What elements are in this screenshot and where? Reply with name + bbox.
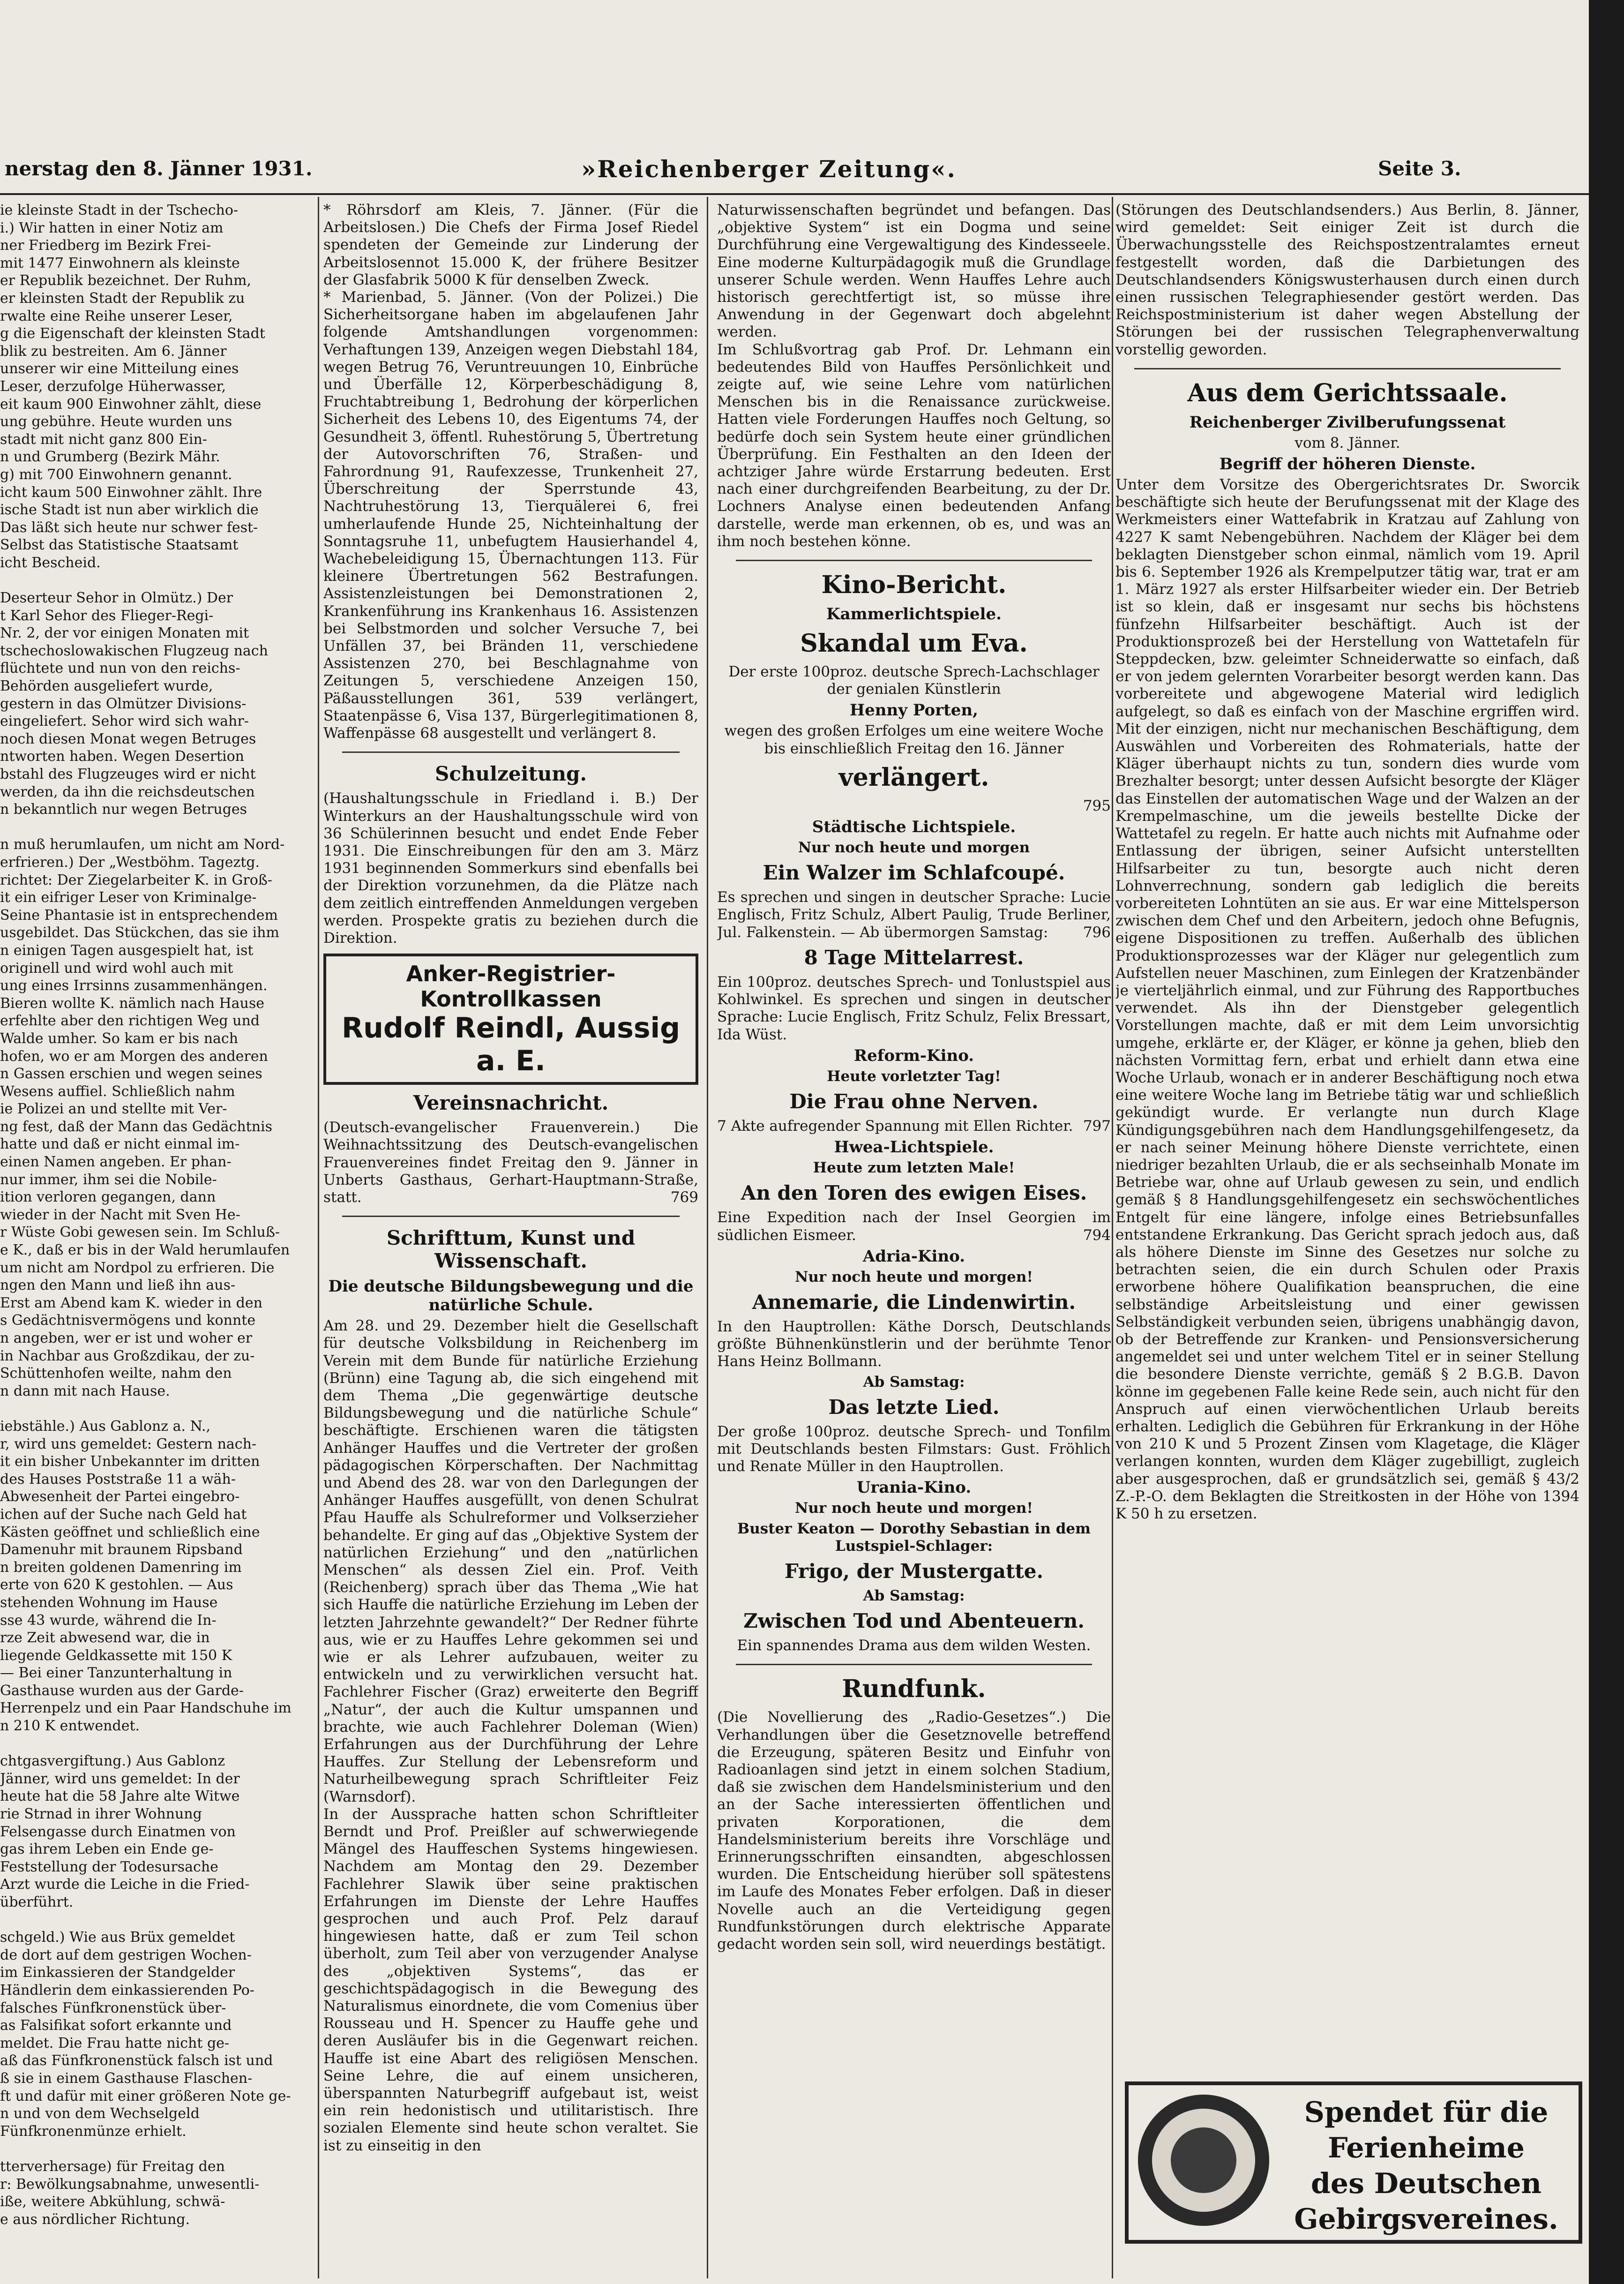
text-line: Wesens auffiel. Schließlich nahm xyxy=(0,1083,235,1100)
film-title: Frigo, der Mustergatte. xyxy=(784,1559,1044,1583)
film-desc: Buster Keaton — Dorothy Sebastian in dem Lustspiel-Schlager: xyxy=(737,1520,1091,1555)
section-heading-schulzeitung: Schulzeitung. xyxy=(435,762,587,786)
cinema-note: Ab Samstag: xyxy=(863,1587,965,1604)
text-line: tschechoslowakischen Flugzeug nach xyxy=(0,642,268,659)
film-desc: Ein 100proz. deutsches Sprech- und Tonlustspiel aus Kohlwinkel. Es sprechen und singen in deutscher Sprache: Lucie Englisch, Fritz Schulz, Felix Bressart, Ida Wüst. xyxy=(717,973,1111,1043)
text-line: nur immer, ihm sei die Nobile- xyxy=(0,1171,217,1188)
page-number: Seite 3. xyxy=(1378,157,1461,180)
seal-emblem xyxy=(1171,2127,1236,2193)
film-desc-text: Eine Expedition nach der Insel Georgien im südlichen Eismeer. xyxy=(717,1209,1111,1244)
text-line: gas ihrem Leben ein Ende ge- xyxy=(0,1841,214,1858)
text-line: meldet. Die Frau hatte nicht ge- xyxy=(0,2035,230,2051)
text-line: i.) Wir hatten in einer Notiz am xyxy=(0,219,224,236)
text-line: r Wüste Gobi gewesen sein. Im Schluß- xyxy=(0,1224,280,1241)
text-line: richtet: Der Ziegelarbeiter K. in Groß- xyxy=(0,872,272,888)
text-line: Arzt wurde die Leiche in die Fried- xyxy=(0,1876,250,1893)
ad-line-2: Ferienheime xyxy=(1328,2132,1525,2164)
text-line: des Hauses Poststraße 11 a wäh- xyxy=(0,1471,236,1488)
text-line: sse 43 wurde, während die In- xyxy=(0,1612,217,1629)
text-line: Behörden ausgeliefert wurde, xyxy=(0,678,213,695)
film-desc: Der erste 100proz. deutsche Sprech-Lachschlager der genialen Künstlerin xyxy=(728,663,1100,698)
text-line: einen Namen angeben. Er phan- xyxy=(0,1154,232,1171)
column-divider xyxy=(318,197,319,2278)
text-line: Jänner, wird uns gemeldet: In der xyxy=(0,1770,240,1787)
text-line: aß das Fünfkronenstück falsch ist und xyxy=(0,2052,273,2069)
text-line: Das läßt sich heute nur schwer fest- xyxy=(0,519,258,536)
text-line: Seine Phantasie ist in entsprechendem xyxy=(0,907,278,924)
text-line xyxy=(0,1400,313,1418)
text-line: r: Bewölkungsabnahme, unwesentli- xyxy=(0,2176,260,2193)
text-line: e aus nördlicher Richtung. xyxy=(0,2211,190,2228)
text-line: blik zu bestreiten. Am 6. Jänner xyxy=(0,343,227,360)
text-line: as Falsifikat sofort erkannte und xyxy=(0,2017,232,2034)
ad-number: 794 xyxy=(1083,1226,1111,1244)
article-haushaltungsschule: (Haushaltungsschule in Friedland i. B.) Der Winterkurs an der Haushaltungsschule wird von 36 Schülerinnen besucht und endet Ende Feber 1931. Die Einschreibungen für den am 3. März 1931 beginnenden Sommerkurs sind ebenfalls bei der Direktion vorzunehmen, da die Plätze nach dem zeitlich eintreffenden Anmeldungen vergeben werden. Prospekte gratis zu beziehen durch die Direktion. xyxy=(323,790,698,947)
article-title-bildung: Die deutsche Bildungsbewegung und die natürliche Schule. xyxy=(328,1277,694,1315)
text-line: g) mit 700 Einwohnern genannt. xyxy=(0,466,232,483)
text-line: ie kleinste Stadt in der Tschecho- xyxy=(0,202,239,218)
ad-number: 797 xyxy=(1083,1117,1111,1134)
text-line: icht Bescheid. xyxy=(0,554,101,571)
text-line: flüchtete und nun von den reichs- xyxy=(0,660,240,677)
text-line: ß sie in einem Gasthause Flaschen- xyxy=(0,2070,253,2087)
page-header xyxy=(0,152,1589,199)
section-heading-schrifttum: Schrifttum, Kunst und Wissenschaft. xyxy=(386,1226,636,1273)
text-line: falsches Fünfkronenstück über- xyxy=(0,1999,226,2016)
ad-text xyxy=(1283,2095,1569,2237)
cinema-note: Ab Samstag: xyxy=(863,1373,965,1390)
cinema-note: Heute vorletzter Tag! xyxy=(827,1067,1001,1085)
article-bildung-p4: Im Schlußvortrag gab Prof. Dr. Lehmann ein bedeutendes Bild von Hauffes Persönlichkeit und zeigte auf, wie seine Lehre vom natürlichen Menschen bis in die Renaissance zurückweise. Hatten viele Forderungen Hauffes noch Geltung, so bedürfe doch sein System heute einer gründlichen Überprüfung. Ein Festhalten an den Ideen der achtziger Jahre würde Erstarrung bedeuten. Erst nach einer durchgreifenden Bearbeitung, zu der Dr. Lochners Analyse einen bedeutenden Anfang darstelle, werde man erkennen, ob es, und was an ihm noch bestehen könne. xyxy=(717,341,1111,550)
article-bildung-p1: Am 28. und 29. Dezember hielt die Gesellschaft für deutsche Volksbildung in Reichenberg im Verein mit dem Bunde für natürliche Erziehung (Brünn) eine Tagung ab, die sich eingehend mit dem Thema „Die gegenwärtige deutsche Bildungsbewegung und die natürliche Schule“ beschäftigte. Erschienen waren die tätigsten Anhänger Hauffes und die Vertreter der großen pädagogischen Körperschaften. Der Nachmittag und Abend des 28. war von den Darlegungen der Anhänger Hauffes ausgefüllt, von denen Schulrat Pfau Hauffe als Schulreformer und Volkserzieher behandelte. Er ging auf das „Objektive System der natürlichen Erziehung“ und den „natürlichen Menschen“ als dessen Ziel ein. Prof. Veith (Reichenberg) sprach über das Thema „Wie hat sich Hauffe die natürliche Erziehung im Leben der letzten Jahrzehnte gewandelt?“ Der Redner führte aus, wie er zu Hauffes Lehre gekommen sei und wie er als Lehrer aufzubauen, weiter zu entwickeln und zu verwirklichen versucht hat. Fachlehrer Fischer (Graz) erweiterte den Begriff „Natur“, der auch die Kultur umspannen und brachte, wie auch Fachlehrer Doleman (Wien) Erfahrungen aus der Durchführung der Lehre Hauffes. Zur Stellung der Lebensreform und Naturheilbewegung sprach Schriftleiter Feiz (Warnsdorf). xyxy=(323,1317,698,1805)
text-line: ntworten haben. Wegen Desertion xyxy=(0,748,244,765)
text-line: e K., daß er bis in der Wald herumlaufen xyxy=(0,1242,290,1259)
column-2 xyxy=(323,202,698,2155)
text-line: Gasthause wurden aus der Garde- xyxy=(0,1682,244,1699)
article-frauenverein xyxy=(323,1119,698,1206)
text-line: Schüttenhofen weilte, nahm den xyxy=(0,1365,232,1382)
text-line: ichen auf der Suche nach Geld hat xyxy=(0,1506,247,1523)
section-heading-kino: Kino-Bericht. xyxy=(821,571,1007,600)
text-line: chtgasvergiftung.) Aus Gablonz xyxy=(0,1753,225,1770)
header-date: nerstag den 8. Jänner 1931. xyxy=(5,157,313,180)
film-extended: verlängert. xyxy=(838,763,989,792)
text-line: n und von dem Wechselgeld xyxy=(0,2105,200,2122)
film-title: 8 Tage Mittelarrest. xyxy=(804,946,1024,969)
film-desc xyxy=(717,1209,1111,1244)
text-line: schgeld.) Wie aus Brüx gemeldet xyxy=(0,1929,235,1946)
seal-ring xyxy=(1152,2109,1255,2212)
film-desc-text: Es sprechen und singen in deutscher Sprache: Lucie Englisch, Fritz Schulz, Albert Paulig, Trude Berliner, Jul. Falkenstein. — Ab übermorgen Samstag: xyxy=(717,889,1111,941)
text-line: in Nachbar aus Großzdikau, der zu- xyxy=(0,1347,255,1364)
text-line: Selbst das Statistische Staatsamt xyxy=(0,537,239,554)
cinema-name: Adria-Kino. xyxy=(862,1247,965,1266)
court-date: vom 8. Jänner. xyxy=(1295,434,1400,451)
text-line: hatte und daß er nicht einmal im- xyxy=(0,1136,240,1153)
film-desc-text: 7 Akte aufregender Spannung mit Ellen Richter. xyxy=(717,1117,1073,1134)
text-line: stehenden Wohnung im Hause xyxy=(0,1594,218,1611)
text-line: Damenuhr mit braunem Ripsband xyxy=(0,1541,243,1558)
text-line: ner Friedberg im Bezirk Frei- xyxy=(0,237,211,254)
text-line: usgebildet. Das Stückchen, das sie ihm xyxy=(0,924,279,941)
column-3 xyxy=(717,202,1111,1953)
film-desc: Der große 100proz. deutsche Sprech- und Tonfilm mit Deutschlands besten Filmstars: Gust. Fröhlich und Renate Müller in den Hauptrollen. xyxy=(717,1423,1111,1475)
text-line: n angeben, wer er ist und woher er xyxy=(0,1330,253,1346)
film-desc xyxy=(717,1118,1111,1135)
column-divider xyxy=(707,197,708,2278)
text-line xyxy=(0,571,313,589)
section-heading-gericht: Aus dem Gerichtssaale. xyxy=(1187,378,1508,407)
separator xyxy=(736,1664,1092,1665)
film-desc: wegen des großen Erfolges um eine weitere Woche bis einschließlich Freitag den 16. Jänner xyxy=(724,722,1104,757)
text-line: mit 1477 Einwohnern als kleinste xyxy=(0,255,240,271)
text-line: hofen, wo er am Morgen des anderen xyxy=(0,1048,268,1065)
article-bildung-p3: Naturwissenschaften begründet und befangen. Das „objektive System“ ist ein Dogma und seine Durchführung eine Vergewaltigung des Kindesseele. Eine moderne Kulturpädagogik muß die Grundlage unserer Schule werden. Wenn Hauffes Lehre auch historisch gerechtfertigt ist, so müsse ihre Anwendung in der Gegenwart doch abgelehnt werden. xyxy=(717,202,1111,341)
separator xyxy=(342,751,680,753)
section-heading-rundfunk: Rundfunk. xyxy=(842,1675,986,1704)
text-line: ng fest, daß der Mann das Gedächtnis xyxy=(0,1118,273,1135)
text-line: Walde umher. So kam er bis nach xyxy=(0,1030,239,1047)
text-line: de dort auf dem gestrigen Wochen- xyxy=(0,1946,252,1963)
cinema-note: Nur noch heute und morgen! xyxy=(795,1500,1033,1517)
text-line xyxy=(0,1735,313,1753)
column-1 xyxy=(0,202,313,2228)
cinema-name: Urania-Kino. xyxy=(856,1478,972,1497)
article-radio: (Die Novellierung des „Radio-Gesetzes“.) Die Verhandlungen über die Gesetznovelle betreffend die Erzeugung, späteren Besitz und Einfuhr von Radioanlagen sind jetzt in einem solchen Stadium, daß sie zwischen dem Handelsministerium und den an der Sache interessierten öffentlichen und privaten Korporationen, die dem Handelsministerium bereits ihre Vorschläge und Erinnerungsschriften einsandten, abgeschlossen wurden. Die Entscheidung hierüber soll spätestens im Laufe des Monates Feber erfolgen. Daß in dieser Novelle auch an die Verteidigung gegen Rundfunkstörungen durch elektrische Apparate gedacht worden sein soll, wird neuerdings bestätigt. xyxy=(717,1709,1111,1953)
text-line: n und Grumberg (Bezirk Mähr. xyxy=(0,449,220,466)
text-line: ung eines Irrsinns zusammenhängen. xyxy=(0,977,268,994)
cinema-note: Heute zum letzten Male! xyxy=(813,1159,1015,1177)
ad-line-1: Spendet für die xyxy=(1304,2096,1549,2129)
text-line: erfehlte aber den richtigen Weg und xyxy=(0,1013,260,1029)
text-line: n einigen Tagen ausgespielt hat, ist xyxy=(0,942,254,959)
film-star: Henny Porten, xyxy=(850,701,978,720)
advertisement-reindl xyxy=(323,954,698,1085)
article-roehrsdorf: * Röhrsdorf am Kleis, 7. Jänner. (Für die Arbeitslosen.) Die Chefs der Firma Josef Riedel spendeten der Gemeinde zur Linderung der Arbeitslosennot 15.000 K, der frühere Besitzer der Glasfabrik 5000 K für denselben Zweck. xyxy=(323,202,698,288)
text-line: g die Eigenschaft der kleinsten Stadt xyxy=(0,325,265,342)
cinema-name: Reform-Kino. xyxy=(853,1046,974,1065)
text-line: eit kaum 900 Einwohner zählt, diese xyxy=(0,396,262,413)
text-line: n breiten goldenen Damenring im xyxy=(0,1559,242,1576)
text-line: ung gebühre. Heute wurden uns xyxy=(0,413,232,430)
text-line: rie Strnad in ihrer Wohnung xyxy=(0,1806,202,1823)
text-line: iße, weitere Abkühlung, schwä- xyxy=(0,2194,225,2210)
cinema-note: Nur noch heute und morgen! xyxy=(795,1268,1033,1285)
text-line: Felsengasse durch Einatmen von xyxy=(0,1823,236,1840)
cinema-name: Hwea-Lichtspiele. xyxy=(834,1138,994,1157)
ad-number: 795 xyxy=(1083,797,1111,814)
text-line: r, wird uns gemeldet: Gestern nach- xyxy=(0,1435,257,1452)
text-line: unserer wir eine Mitteilung eines xyxy=(0,361,239,377)
cinema-name: Kammerlichtspiele. xyxy=(826,605,1002,624)
article-text: (Deutsch-evangelischer Frauenverein.) Die Weihnachtssitzung des Deutsch-evangelischen Frauenvereines findet Freitag den 9. Jänner in Unberts Gasthaus, Gerhart-Hauptmann-Straße, statt. xyxy=(323,1119,698,1206)
text-line: s Gedächtnisvermögens und konnte xyxy=(0,1312,256,1329)
text-line xyxy=(0,2140,313,2158)
text-line: Erst am Abend kam K. wieder in den xyxy=(0,1294,262,1311)
ad-number: 796 xyxy=(1083,924,1111,941)
film-title: Annemarie, die Lindenwirtin. xyxy=(752,1290,1076,1314)
film-title: Ein Walzer im Schlafcoupé. xyxy=(763,861,1065,885)
article-marienbad: * Marienbad, 5. Jänner. (Von der Polizei.) Die Sicherheitsorgane haben im abgelaufenen Jahr folgende Amtshandlungen vorgenommen: Verhaftungen 139, Anzeigen wegen Diebstahl 184, wegen Betrug 76, Veruntreuungen 10, Einbrüche und Überfälle 12, Körperbeschädigung 8, Fruchtabtreibung 1, Bedrohung der körperlichen Sicherheit des Lebens 10, des Eigentums 74, der Gesundheit 3, öffentl. Ruhestörung 5, Übertretung der Autovorschriften 76, Straßen- und Fahrordnung 91, Raufexzesse, Trunkenheit 27, Überschreitung der Sperrstunde 43, Nachtruhestörung 13, Tierquälerei 6, frei umherlaufende Hunde 25, Nichteinhaltung der Sonntagsruhe 11, unbefugtem Hausierhandel 4, Wachebeleidigung 15, Übernachtungen 113. Für kleinere Übertretungen 562 Bestrafungen. Assistenzleistungen bei Demonstrationen 2, Krankenführung ins Krankenhaus 16. Assistenzen bei Selbstmorden und solcher Versuche 7, bei Unfällen 37, bei Bränden 11, verschiedene Assistenzen 270, bei Beschlagnahme von Zeitungen 5, verschiedene Anzeigen 150, Päßausstellungen 361, 539 verlängert, Staatenpässe 6, Visa 137, Bürgerlegitimationen 8, Waffenpässe 68 ausgestellt und verlängert 8. xyxy=(323,289,698,742)
ad-line-3: des Deutschen xyxy=(1310,2167,1542,2200)
ad-line-2: Rudolf Reindl, Aussig a. E. xyxy=(341,1012,681,1078)
text-line xyxy=(0,1911,313,1929)
text-line: Abwesenheit der Partei eingebro- xyxy=(0,1488,240,1505)
text-line: ft und dafür mit einer größeren Note ge- xyxy=(0,2088,291,2104)
section-heading-verein: Vereinsnachricht. xyxy=(413,1091,609,1115)
text-line: erte von 620 K gestohlen. — Aus xyxy=(0,1577,233,1593)
text-line: n muß herumlaufen, um nicht am Nord- xyxy=(0,836,285,853)
text-line: Händlerin dem einkassierenden Po- xyxy=(0,1982,254,1998)
text-line: ngen den Mann und ließ ihn aus- xyxy=(0,1277,236,1294)
text-line: Nr. 2, der vor einigen Monaten mit xyxy=(0,625,249,642)
text-line: eingeliefert. Sehor wird sich wahr- xyxy=(0,713,249,730)
text-line: ition verloren gegangen, dann xyxy=(0,1189,216,1206)
cinema-name: Städtische Lichtspiele. xyxy=(812,818,1016,837)
text-line: stadt mit nicht ganz 800 Ein- xyxy=(0,431,207,448)
ad-number: 769 xyxy=(670,1188,698,1206)
advertisement-gebirgsverein xyxy=(1125,2081,1582,2244)
text-line: it ein eifriger Leser von Kriminalge- xyxy=(0,889,257,906)
text-line: rwalte eine Reihe unserer Leser, xyxy=(0,308,233,324)
header-rule xyxy=(0,193,1589,195)
text-line: im Einkassieren der Standgelder xyxy=(0,1964,235,1981)
text-line: gestern in das Olmützer Divisions- xyxy=(0,695,247,712)
separator xyxy=(1134,368,1561,369)
text-line: Herrenpelz und ein Paar Handschuhe im xyxy=(0,1700,292,1717)
text-line: um nicht am Nordpol zu erfrieren. Die xyxy=(0,1259,275,1276)
text-line: liegende Geldkassette mit 150 K xyxy=(0,1647,232,1664)
text-line: it ein bisher Unbekannter im dritten xyxy=(0,1453,260,1470)
text-line: Feststellung der Todesursache xyxy=(0,1858,218,1875)
film-title: Das letzte Lied. xyxy=(828,1395,1000,1419)
text-line: noch diesen Monat wegen Betruges xyxy=(0,730,256,747)
text-line xyxy=(0,819,313,836)
separator xyxy=(736,560,1092,561)
text-line: ische Stadt ist nun aber wirklich die xyxy=(0,502,259,518)
text-line: n 210 K entwendet. xyxy=(0,1718,140,1735)
masthead-title: »Reichenberger Zeitung«. xyxy=(581,155,957,183)
scan-edge xyxy=(1589,0,1624,2284)
film-desc: In den Hauptrollen: Käthe Dorsch, Deutschlands größte Bühnenkünstlerin und der berühmte Tenor Hans Heinz Bollmann. xyxy=(717,1318,1111,1370)
text-line: erfrieren.) Der „Westböhm. Tageztg. xyxy=(0,854,260,871)
text-line: überführt. xyxy=(0,1894,74,1910)
article-deutschlandsender: (Störungen des Deutschlandsenders.) Aus Berlin, 8. Jänner, wird gemeldet: Seit einiger Zeit ist durch die Überwachungsstelle des Reichspostzentralamtes erneut festgestellt worden, daß die Darbietungen des Deutschlandsenders Königswusterhausen durch einen durch einen russischen Telegraphiesender gestört werden. Das Reichspostministerium ist daher wegen Abstellung der Störungen bei der russischen Telegraphenverwaltung vorstellig geworden. xyxy=(1115,202,1579,358)
ad-line-1: Anker-Registrier-Kontrollkassen xyxy=(406,961,616,1012)
text-line: Fünfkronenmünze erhielt. xyxy=(0,2123,187,2140)
article-title-dienste: Begriff der höheren Dienste. xyxy=(1219,455,1476,474)
separator xyxy=(342,1216,680,1217)
text-line: Bieren wollte K. nämlich nach Hause xyxy=(0,995,264,1012)
text-line: n dann mit nach Hause. xyxy=(0,1382,170,1399)
text-line: Kästen geöffnet und schließlich eine xyxy=(0,1524,260,1540)
film-desc xyxy=(717,889,1111,941)
text-line: er kleinsten Stadt der Republik zu xyxy=(0,290,245,307)
text-line: er Republik bezeichnet. Der Ruhm, xyxy=(0,272,251,289)
text-line: t Karl Sehor des Flieger-Regi- xyxy=(0,607,214,624)
article-court-case: Unter dem Vorsitze des Obergerichtsrates Dr. Sworcik beschäftigte sich heute der Berufungssenat mit der Klage des Werkmeisters einer Wattefabrik in Kratzau auf Zahlung von 4227 K samt Nebengebühren. Nachdem der Kläger bei dem beklagten Dienstgeber schon einmal, nämlich vom 19. April bis 6. September 1926 als Krempelputzer tätig war, trat er am 1. März 1927 als erster Hilfsarbeiter wieder ein. Der Betrieb ist so klein, daß er insgesamt nur sechs bis höchstens fünfzehn Hilfsarbeiter beschäftigt. Auch ist der Produktionsprozeß bei der Herstellung von Wattetafeln für Steppdecken, bzw. geleimter Schneiderwatte so einfach, daß er von jedem gelernten Vorarbeiter besorgt werden kann. Das vorbereitete und abgewogene Material wird lediglich aufgelegt, so daß es einfach von der Maschine ergriffen wird. Mit der einzigen, nicht nur mechanischen Beschäftigung, dem Auswählen und Vorbereiten des Rohmaterials, hatte der Kläger überhaupt nichts zu tun, sondern dies wurde vom Brezhalter besorgt; unter dessen Aufsicht besorgte der Kläger das Einstellen der automatischen Wage und der Walzen an der Krempelmaschine, um die jeweils bestellte Dicke der Wattetafel zu regeln. Er hatte auch nichts mit Aufnahme oder Entlassung der übrigen, seiner Aufsicht unterstellten Hilfsarbeiter zu tun, besorgte auch nicht deren Lohnverrechnung, sondern gab lediglich die bereits vorbereiteten Lohntüten an sie aus. Er war eine Mittelsperson zwischen dem Chef und den Arbeitern, jedoch ohne Befugnis, eigene Dispositionen zu treffen. Außerhalb des üblichen Produktionsprozesses war der Kläger nur gelegentlich zum Aufstellen neuer Maschinen, zum Einlegen der Kratzenbänder je vierteljährlich einmal, und zur Führung des Rapportbuches verwendet. Als ihn der Dienstgeber gelegentlich Vorstellungen machte, daß er mit dem Leim unvorsichtig umgehe, erklärte er, der Kläger, er könne ja gehen, blieb den nächsten Vormittag fern, erbat und erhielt dann etwa eine Woche Urlaub, wonach er in anderer Beschäftigung noch etwa eine weitere Woche lang im Betriebe tätig war und schließlich gekündigt wurde. Er verlangte nun durch Klage Kündigungsgebühren nach dem Handlungsgehilfengesetz, da er nach seiner Meinung höhere Dienste verrichtete, einen niedriger bezahlten Urlaub, die er als sechseinhalb Monate im Betriebe war, ohne auf Urlaub gewesen zu sein, und endlich gemäß § 8 Handlungsgehilfengesetz ein sechswöchentliches Entgelt für eine längere, infolge eines Betriebsunfalles entstandene Erkrankung. Das Gericht sprach jedoch aus, daß als höhere Dienste im Sinne des Gesetzes nur solche zu betrachten seien, die ein durch Schulen oder Praxis erworbene höhere Qualifikation beanspruchen, die eine selbständige Arbeitsleistung und einer gewissen Selbständigkeit verbunden seien, übrigens unabhängig davon, ob der Betreffende zur Kranken- und Pensionsversicherung angemeldet sei und unter welchem Titel er in seiner Stellung die besondere Dienste verrichte, gemäß § 2 B.G.B. Davon könne im gegebenen Falle keine Rede sein, auch nicht für den Anspruch auf einen vierwöchentlichen Urlaub bereits erhalten. Lediglich die Gebühren für Erkrankung in der Höhe von 210 K und 5 Prozent Zinsen vom Klagetage, die Kläger verlangen konnten, wurden dem Kläger zugebilligt, zugleich aber ausgesprochen, daß er grundsätzlich sei, gemäß § 43/2 Z.-P.-O. dem Beklagten die Streitkosten in der Höhe von 1394 K 50 h zu ersetzen. xyxy=(1115,476,1579,1523)
film-desc: Ein spannendes Drama aus dem wilden Westen. xyxy=(737,1637,1091,1654)
court-name: Reichenberger Zivilberufungssenat xyxy=(1189,413,1506,432)
text-line: wieder in der Nacht mit Sven He- xyxy=(0,1206,240,1223)
text-line: tterverhersage) für Freitag den xyxy=(0,2158,225,2175)
text-line: originell und wird wohl auch mit xyxy=(0,960,233,977)
column-4 xyxy=(1115,202,1579,2072)
text-line: ie Polizei an und stellte mit Ver- xyxy=(0,1101,227,1118)
text-line: Deserteur Sehor in Olmütz.) Der xyxy=(0,590,233,607)
text-line: werden, da ihn die reichsdeutschen xyxy=(0,783,255,800)
society-seal-icon xyxy=(1138,2095,1269,2226)
ad-line-4: Gebirgsvereines. xyxy=(1294,2203,1558,2236)
text-line: n bekanntlich nur wegen Betruges xyxy=(0,801,247,818)
text-line: n Gassen erschien und wegen seines xyxy=(0,1066,262,1082)
text-line: — Bei einer Tanzunterhaltung in xyxy=(0,1665,232,1682)
text-line: icht kaum 500 Einwohner zählt. Ihre xyxy=(0,484,262,501)
film-title: Die Frau ohne Nerven. xyxy=(789,1089,1039,1113)
text-line: Leser, derzufolge Hüherwasser, xyxy=(0,378,226,395)
film-title: Zwischen Tod und Abenteuern. xyxy=(743,1609,1085,1633)
text-line: bstahl des Flugzeuges wird er nicht xyxy=(0,766,256,782)
film-title: An den Toren des ewigen Eises. xyxy=(741,1181,1087,1205)
column-divider xyxy=(1112,197,1113,2278)
text-line: rze Zeit abwesend war, die in xyxy=(0,1630,210,1646)
article-bildung-p2: In der Aussprache hatten schon Schriftleiter Berndt und Prof. Preißler auf schwerwiegende Mängel des Hauffeschen Systems hingewiesen. Nachdem am Montag den 29. Dezember Fachlehrer Slawik über seine praktischen Erfahrungen im Dienste der Lehre Hauffes gesprochen und auch Prof. Pelz darauf hingewiesen hatte, daß er zum Teil schon überholt, zum Teil aber von verzugender Analyse des „objektiven Systems“, das er geschichtspädagogisch in die Bewegung des Naturalismus einordnete, die vom Comenius über Rousseau und H. Spencer zu Hauffe gehe und deren Ausläufer bis in die Gegenwart reichen. Hauffe ist eine Abart des religiösen Menschen. Seine Lehre, die auf einem unsicheren, überspannten Naturbegriff aufgebaut ist, weist ein rein hedonistisch und utilitaristisch. Ihre sozialen Elemente sind heute schon veraltet. Sie ist zu einseitig in den xyxy=(323,1805,698,2154)
text-line: iebstähle.) Aus Gablonz a. N., xyxy=(0,1418,210,1435)
cinema-note: Nur noch heute und morgen xyxy=(798,839,1030,856)
text-line: heute hat die 58 Jahre alte Witwe xyxy=(0,1788,240,1805)
film-title: Skandal um Eva. xyxy=(800,629,1028,658)
